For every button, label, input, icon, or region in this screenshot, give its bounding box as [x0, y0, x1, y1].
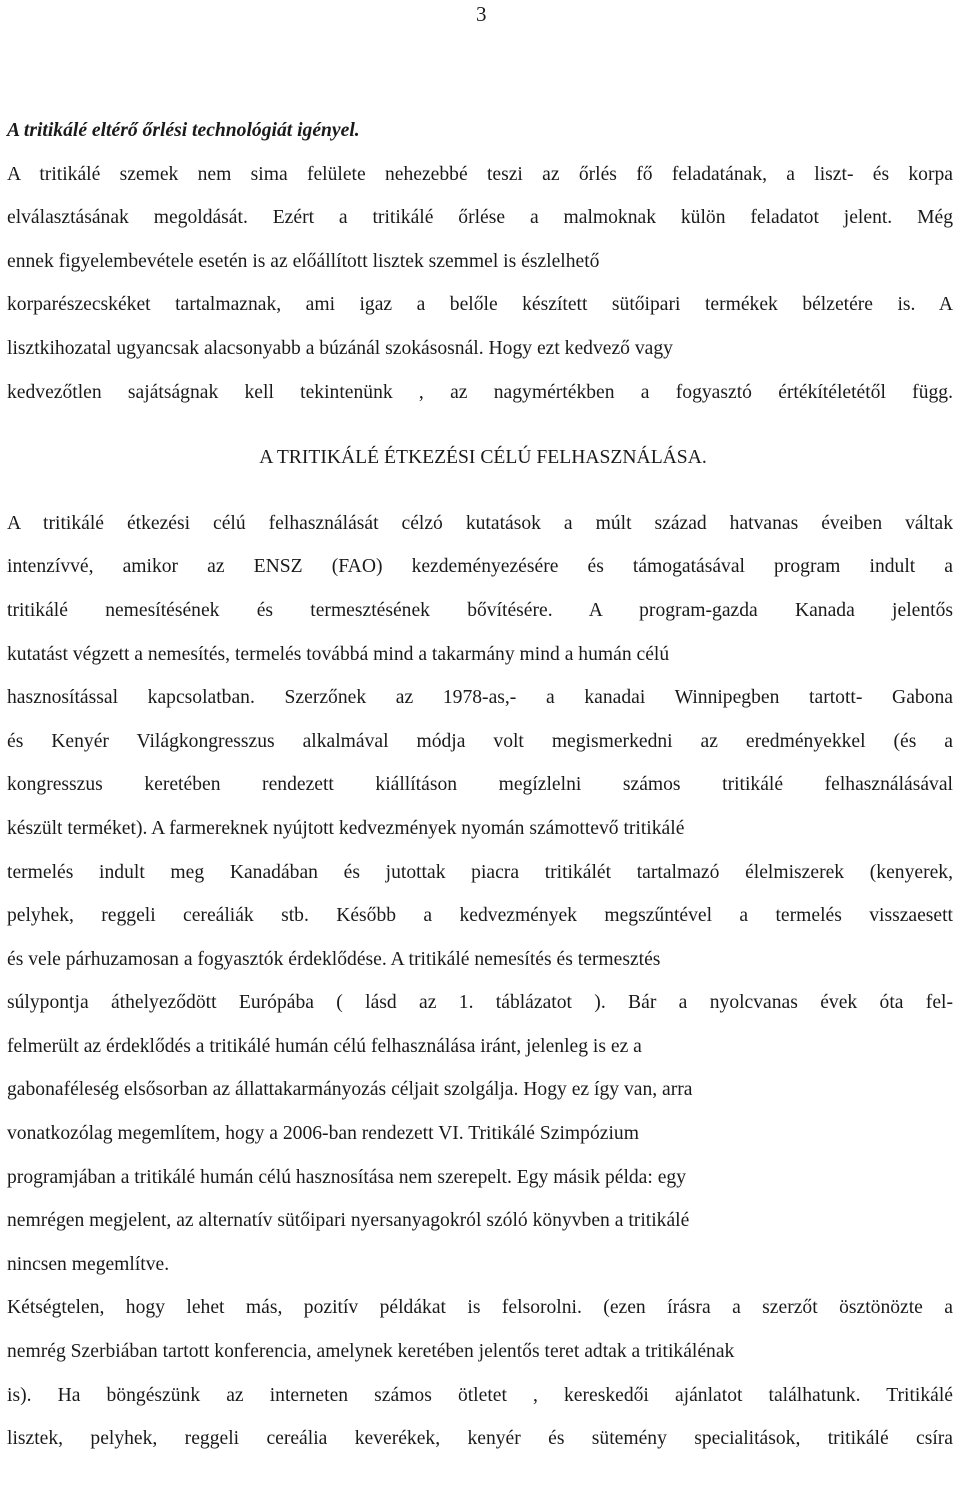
- paragraph-line: súlypontja áthelyeződött Európába ( lásd az 1. táblázatot ). Bár a nyolcvanas évek óta fel-: [7, 992, 953, 1014]
- intro-block: [7, 109, 953, 414]
- intro-line: korparészecskéket tartalmaznak, ami igaz a belőle készített sütőipari termékek bélzetére is. A: [7, 294, 953, 316]
- paragraph-line: hasznosítással kapcsolatban. Szerzőnek az 1978-as,- a kanadai Winnipegben tartott- Gabona: [7, 687, 953, 709]
- intro-line: ennek figyelembevétele esetén is az előállított lisztek szemmel is észlelhető: [7, 250, 600, 272]
- section-title: A TRITIKÁLÉ ÉTKEZÉSI CÉLÚ FELHASZNÁLÁSA.: [259, 447, 707, 469]
- paragraph-line: nincsen megemlítve.: [7, 1253, 170, 1275]
- paragraph-line: kongresszus keretében rendezett kiállításon megízlelni számos tritikálé felhasználásával: [7, 774, 953, 796]
- paragraph-line: A tritikálé étkezési célú felhasználását célzó kutatások a múlt század hatvanas éveiben váltak: [7, 512, 953, 534]
- intro-line: elválasztásának megoldását. Ezért a tritikálé őrlése a malmoknak külön feladatot jelent. Még: [7, 207, 953, 229]
- paragraph-line: nemrég Szerbiában tartott konferencia, amelynek keretében jelentős teret adtak a tritikálénak: [7, 1341, 735, 1363]
- paragraph-line: lisztek, pelyhek, reggeli cereália keverékek, kenyér és sütemény specialitások, tritikálé csíra: [7, 1428, 953, 1450]
- paragraph-line: Kétségtelen, hogy lehet más, pozitív példákat is felsorolni. (ezen írásra a szerzőt ösztönözte a: [7, 1297, 953, 1319]
- paragraph-line: is). Ha böngészünk az interneten számos ötletet , kereskedői ajánlatot találhatunk. Tritikálé: [7, 1384, 953, 1406]
- paragraph-line: készült terméket). A farmereknek nyújtott kedvezmények nyomán számottevő tritikálé: [7, 817, 685, 839]
- intro-line: kedvezőtlen sajátságnak kell tekintenünk , az nagymértékben a fogyasztó értékítéletétől függ.: [7, 381, 953, 403]
- section-paragraph-1: [7, 502, 953, 1287]
- document-body: [7, 109, 953, 1461]
- page-number: 3: [476, 2, 487, 26]
- paragraph-line: termelés indult meg Kanadában és jutottak piacra tritikálét tartalmazó élelmiszerek (kenyerek,: [7, 861, 953, 883]
- intro-line: A tritikálé szemek nem sima felülete nehezebbé teszi az őrlés fő feladatának, a liszt- és korpa: [7, 163, 953, 185]
- paragraph-line: programjában a tritikálé humán célú hasznosítása nem szerepelt. Egy másik példa: egy: [7, 1166, 687, 1188]
- section-paragraph-2: [7, 1286, 953, 1460]
- paragraph-line: nemrégen megjelent, az alternatív sütőipari nyersanyagokról szóló könyvben a tritikálé: [7, 1210, 690, 1232]
- paragraph-line: intenzívvé, amikor az ENSZ (FAO) kezdeményezésére és támogatásával program indult a: [7, 556, 953, 578]
- intro-heading: A tritikálé eltérő őrlési technológiát igényel.: [7, 120, 360, 141]
- paragraph-line: kutatást végzett a nemesítés, termelés továbbá mind a takarmány mind a humán célú: [7, 643, 670, 665]
- paragraph-line: pelyhek, reggeli cereáliák stb. Később a kedvezmények megszűntével a termelés visszaesett: [7, 905, 953, 927]
- paragraph-line: és Kenyér Világkongresszus alkalmával módja volt megismerkedni az eredményekkel (és a: [7, 730, 953, 752]
- paragraph-line: és vele párhuzamosan a fogyasztók érdeklődése. A tritikálé nemesítés és termesztés: [7, 948, 661, 970]
- paragraph-line: tritikálé nemesítésének és termesztésének bővítésére. A program-gazda Kanada jelentős: [7, 599, 953, 621]
- paragraph-line: vonatkozólag megemlítem, hogy a 2006-ban rendezett VI. Tritikálé Szimpózium: [7, 1123, 639, 1145]
- paragraph-line: felmerült az érdeklődés a tritikálé humán célú felhasználása iránt, jelenleg is ez a: [7, 1035, 642, 1057]
- paragraph-line: gabonaféleség elsősorban az állattakarmányozás céljait szolgálja. Hogy ez így van, arra: [7, 1079, 693, 1101]
- intro-line: lisztkihozatal ugyancsak alacsonyabb a búzánál szokásosnál. Hogy ezt kedvező vagy: [7, 337, 673, 359]
